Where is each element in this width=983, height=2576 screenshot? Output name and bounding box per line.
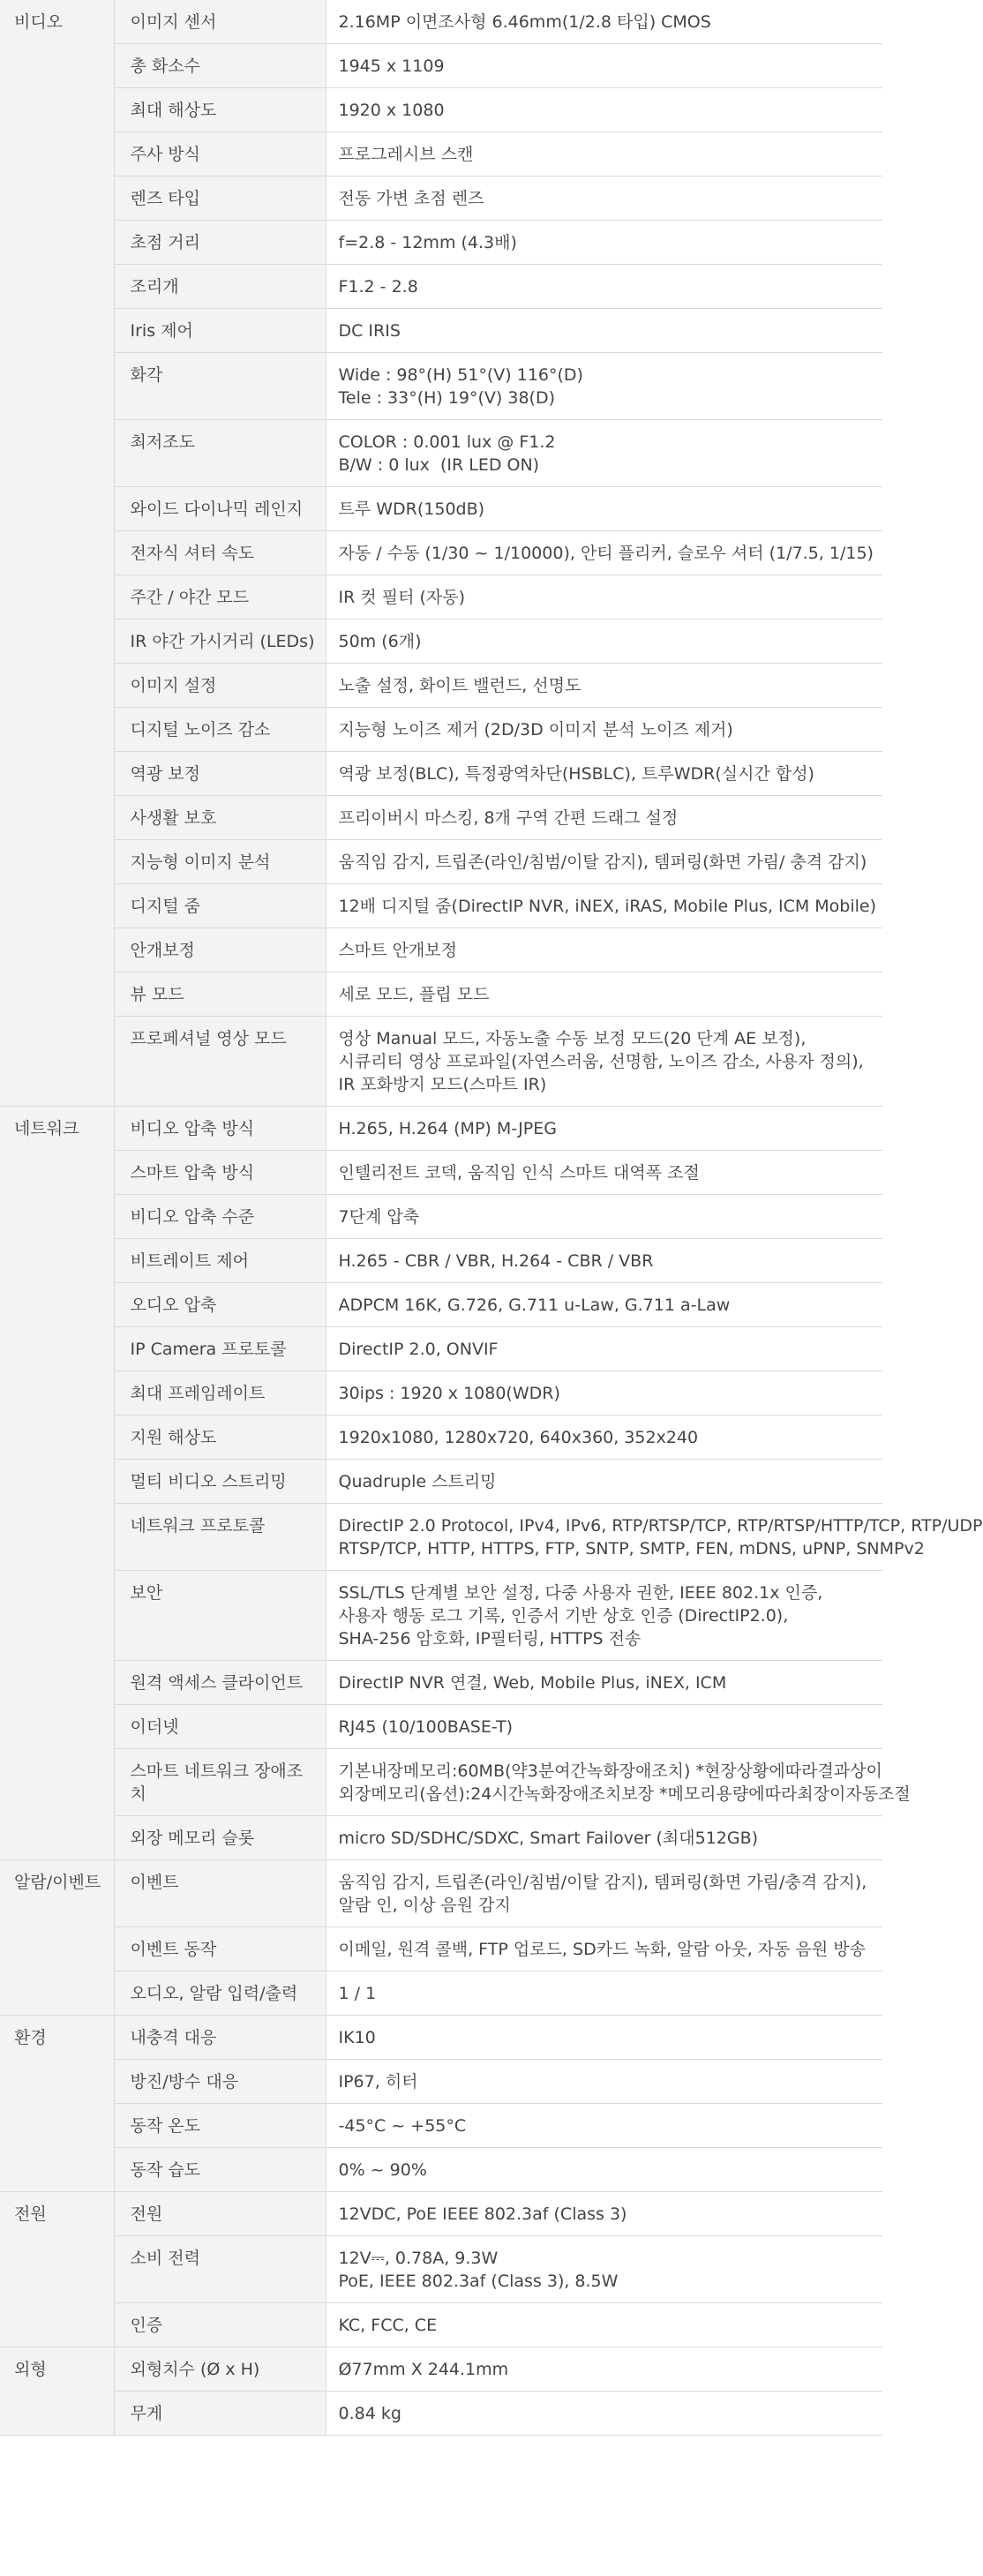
spec-label: 비디오 압축 수준 bbox=[114, 1195, 326, 1239]
spec-row bbox=[0, 487, 882, 531]
spec-label: 외장 메모리 슬롯 bbox=[114, 1816, 326, 1860]
spec-row bbox=[0, 309, 882, 353]
spec-value: 프리이버시 마스킹, 8개 구역 간편 드래그 설정 bbox=[326, 796, 882, 840]
spec-row bbox=[0, 1107, 882, 1151]
spec-row bbox=[0, 1283, 882, 1327]
spec-label: IR 야간 가시거리 (LEDs) bbox=[114, 620, 326, 664]
spec-value: DirectIP 2.0 Protocol, IPv4, IPv6, RTP/RTSP/TCP, RTP/RTSP/HTTP/TCP, RTP/UDP RTSP/TCP, HTTP, HTTPS, FTP, SNTP, SMTP, FEN, mDNS, uPNP, SNMPv2 bbox=[326, 1504, 882, 1571]
spec-value: -45°C ~ +55°C bbox=[326, 2104, 882, 2148]
category-cell: 알람/이벤트 bbox=[0, 1860, 114, 2016]
spec-value: IR 컷 필터 (자동) bbox=[326, 575, 882, 620]
spec-label: 멀티 비디오 스트리밍 bbox=[114, 1460, 326, 1504]
spec-label: 주사 방식 bbox=[114, 132, 326, 176]
spec-row bbox=[0, 796, 882, 840]
spec-row bbox=[0, 0, 882, 44]
spec-value: ADPCM 16K, G.726, G.711 u-Law, G.711 a-Law bbox=[326, 1283, 882, 1327]
spec-row bbox=[0, 752, 882, 796]
spec-row bbox=[0, 2148, 882, 2192]
spec-value: 자동 / 수동 (1/30 ~ 1/10000), 안티 플리커, 슬로우 셔터 (1/7.5, 1/15) bbox=[326, 531, 882, 575]
spec-value: H.265, H.264 (MP) M-JPEG bbox=[326, 1107, 882, 1151]
spec-value: 30ips : 1920 x 1080(WDR) bbox=[326, 1371, 882, 1416]
spec-label: 역광 보정 bbox=[114, 752, 326, 796]
spec-label: 이미지 센서 bbox=[114, 0, 326, 44]
spec-row bbox=[0, 1504, 882, 1571]
spec-label: 동작 온도 bbox=[114, 2104, 326, 2148]
spec-value: 움직임 감지, 트립존(라인/침범/이탈 감지), 템퍼링(화면 가림/ 충격 감지) bbox=[326, 840, 882, 884]
spec-row bbox=[0, 973, 882, 1017]
spec-label: 와이드 다이나믹 레인지 bbox=[114, 487, 326, 531]
spec-row bbox=[0, 1860, 882, 1927]
spec-row bbox=[0, 1705, 882, 1749]
spec-row bbox=[0, 664, 882, 708]
spec-label: 뷰 모드 bbox=[114, 973, 326, 1017]
category-cell: 환경 bbox=[0, 2016, 114, 2192]
spec-row bbox=[0, 44, 882, 88]
spec-row bbox=[0, 1151, 882, 1195]
spec-label: 이벤트 동작 bbox=[114, 1927, 326, 1971]
spec-label: 방진/방수 대응 bbox=[114, 2060, 326, 2104]
spec-value: 프로그레시브 스캔 bbox=[326, 132, 882, 176]
spec-label: 주간 / 야간 모드 bbox=[114, 575, 326, 620]
category-cell: 비디오 bbox=[0, 0, 114, 1107]
spec-label: 최대 프레임레이트 bbox=[114, 1371, 326, 1416]
spec-label: 이더넷 bbox=[114, 1705, 326, 1749]
spec-label: 화각 bbox=[114, 353, 326, 420]
spec-label: 초점 거리 bbox=[114, 221, 326, 265]
spec-label: 사생활 보호 bbox=[114, 796, 326, 840]
spec-value: KC, FCC, CE bbox=[326, 2303, 882, 2347]
spec-label: IP Camera 프로토콜 bbox=[114, 1327, 326, 1371]
spec-value: F1.2 - 2.8 bbox=[326, 265, 882, 309]
category-cell: 전원 bbox=[0, 2192, 114, 2347]
spec-label: 총 화소수 bbox=[114, 44, 326, 88]
spec-label: 지능형 이미지 분석 bbox=[114, 840, 326, 884]
spec-value: 인텔리전트 코덱, 움직임 인식 스마트 대역폭 조절 bbox=[326, 1151, 882, 1195]
spec-row bbox=[0, 420, 882, 487]
spec-row bbox=[0, 1239, 882, 1283]
spec-value: 노출 설정, 화이트 밸런드, 선명도 bbox=[326, 664, 882, 708]
spec-value: 7단계 압축 bbox=[326, 1195, 882, 1239]
spec-value: 12V⎓, 0.78A, 9.3W PoE, IEEE 802.3af (Class 3), 8.5W bbox=[326, 2236, 882, 2303]
spec-value: f=2.8 - 12mm (4.3배) bbox=[326, 221, 882, 265]
spec-value: 2.16MP 이면조사형 6.46mm(1/2.8 타입) CMOS bbox=[326, 0, 882, 44]
spec-value: 스마트 안개보정 bbox=[326, 928, 882, 973]
spec-label: 전원 bbox=[114, 2192, 326, 2236]
spec-label: 지원 해상도 bbox=[114, 1416, 326, 1460]
spec-row bbox=[0, 221, 882, 265]
spec-row bbox=[0, 1571, 882, 1661]
spec-value: IP67, 히터 bbox=[326, 2060, 882, 2104]
spec-value: Quadruple 스트리밍 bbox=[326, 1460, 882, 1504]
spec-row bbox=[0, 2347, 882, 2392]
spec-value: 1920x1080, 1280x720, 640x360, 352x240 bbox=[326, 1416, 882, 1460]
spec-label: 동작 습도 bbox=[114, 2148, 326, 2192]
spec-value: micro SD/SDHC/SDXC, Smart Failover (최대512GB) bbox=[326, 1816, 882, 1860]
spec-row bbox=[0, 2236, 882, 2303]
spec-value: COLOR : 0.001 lux @ F1.2 B/W : 0 lux (IR LED ON) bbox=[326, 420, 882, 487]
spec-label: 렌즈 타입 bbox=[114, 176, 326, 221]
spec-value: DirectIP NVR 연결, Web, Mobile Plus, iNEX, ICM bbox=[326, 1661, 882, 1705]
spec-row bbox=[0, 2303, 882, 2347]
spec-row bbox=[0, 1749, 882, 1816]
spec-value: RJ45 (10/100BASE-T) bbox=[326, 1705, 882, 1749]
spec-value: 지능형 노이즈 제거 (2D/3D 이미지 분석 노이즈 제거) bbox=[326, 708, 882, 752]
spec-value: 영상 Manual 모드, 자동노출 수동 보정 모드(20 단계 AE 보정), 시큐리티 영상 프로파일(자연스러움, 선명함, 노이즈 감소, 사용자 정의), IR 포화방지 모드(스마트 IR) bbox=[326, 1017, 882, 1107]
spec-value: 0.84 kg bbox=[326, 2392, 882, 2436]
spec-value: 1920 x 1080 bbox=[326, 88, 882, 132]
spec-label: 조리개 bbox=[114, 265, 326, 309]
spec-label: 프로페셔널 영상 모드 bbox=[114, 1017, 326, 1107]
spec-label: 스마트 네트워크 장애조치 bbox=[114, 1749, 326, 1816]
spec-label: 소비 전력 bbox=[114, 2236, 326, 2303]
spec-value: 1945 x 1109 bbox=[326, 44, 882, 88]
spec-label: 비트레이트 제어 bbox=[114, 1239, 326, 1283]
spec-value: 기본내장메모리:60MB(약3분여간녹화장애조치) *현장상황에따라결과상이 외장메모리(옵션):24시간녹화장애조치보장 *메모리용량에따라최장이자동조절 bbox=[326, 1749, 882, 1816]
spec-label: 오디오, 알람 입력/출력 bbox=[114, 1971, 326, 2016]
category-cell: 외형 bbox=[0, 2347, 114, 2436]
spec-row bbox=[0, 132, 882, 176]
spec-label: 인증 bbox=[114, 2303, 326, 2347]
spec-value: 12배 디지털 줌(DirectIP NVR, iNEX, iRAS, Mobile Plus, ICM Mobile) bbox=[326, 884, 882, 928]
spec-row bbox=[0, 1971, 882, 2016]
spec-value: IK10 bbox=[326, 2016, 882, 2060]
spec-label: 무게 bbox=[114, 2392, 326, 2436]
spec-label: 스마트 압축 방식 bbox=[114, 1151, 326, 1195]
spec-label: 최저조도 bbox=[114, 420, 326, 487]
spec-row bbox=[0, 1327, 882, 1371]
spec-row bbox=[0, 1661, 882, 1705]
spec-label: 이벤트 bbox=[114, 1860, 326, 1927]
spec-row bbox=[0, 176, 882, 221]
spec-row bbox=[0, 884, 882, 928]
spec-value: DirectIP 2.0, ONVIF bbox=[326, 1327, 882, 1371]
spec-value: H.265 - CBR / VBR, H.264 - CBR / VBR bbox=[326, 1239, 882, 1283]
category-cell: 네트워크 bbox=[0, 1107, 114, 1860]
spec-value: 세로 모드, 플립 모드 bbox=[326, 973, 882, 1017]
spec-label: 안개보정 bbox=[114, 928, 326, 973]
spec-row bbox=[0, 265, 882, 309]
spec-row bbox=[0, 88, 882, 132]
spec-label: 오디오 압축 bbox=[114, 1283, 326, 1327]
spec-row bbox=[0, 840, 882, 884]
spec-row bbox=[0, 1195, 882, 1239]
spec-value: SSL/TLS 단계별 보안 설정, 다중 사용자 권한, IEEE 802.1x 인증, 사용자 행동 로그 기록, 인증서 기반 상호 인증 (DirectIP2.0), SHA-256 암호화, IP필터링, HTTPS 전송 bbox=[326, 1571, 882, 1661]
spec-row bbox=[0, 928, 882, 973]
spec-label: 디지털 노이즈 감소 bbox=[114, 708, 326, 752]
spec-row bbox=[0, 531, 882, 575]
spec-value: 12VDC, PoE IEEE 802.3af (Class 3) bbox=[326, 2192, 882, 2236]
spec-row bbox=[0, 575, 882, 620]
spec-value: 이메일, 원격 콜백, FTP 업로드, SD카드 녹화, 알람 아웃, 자동 음원 방송 bbox=[326, 1927, 882, 1971]
spec-label: 이미지 설정 bbox=[114, 664, 326, 708]
spec-row bbox=[0, 2060, 882, 2104]
spec-label: 보안 bbox=[114, 1571, 326, 1661]
spec-row bbox=[0, 2192, 882, 2236]
spec-row bbox=[0, 1816, 882, 1860]
spec-row bbox=[0, 2104, 882, 2148]
spec-label: 원격 액세스 클라이언트 bbox=[114, 1661, 326, 1705]
spec-label: 전자식 셔터 속도 bbox=[114, 531, 326, 575]
spec-value: 움직임 감지, 트립존(라인/침범/이탈 감지), 템퍼링(화면 가림/충격 감지), 알람 인, 이상 음원 감지 bbox=[326, 1860, 882, 1927]
spec-value: 0% ~ 90% bbox=[326, 2148, 882, 2192]
spec-value: 전동 가변 초점 렌즈 bbox=[326, 176, 882, 221]
spec-value: 역광 보정(BLC), 특정광역차단(HSBLC), 트루WDR(실시간 합성) bbox=[326, 752, 882, 796]
spec-label: 디지털 줌 bbox=[114, 884, 326, 928]
spec-row bbox=[0, 1017, 882, 1107]
spec-value: 50m (6개) bbox=[326, 620, 882, 664]
spec-row bbox=[0, 2392, 882, 2436]
spec-row bbox=[0, 620, 882, 664]
spec-row bbox=[0, 708, 882, 752]
spec-row bbox=[0, 1460, 882, 1504]
spec-label: Iris 제어 bbox=[114, 309, 326, 353]
spec-label: 최대 해상도 bbox=[114, 88, 326, 132]
spec-value: 트루 WDR(150dB) bbox=[326, 487, 882, 531]
spec-row bbox=[0, 1927, 882, 1971]
spec-label: 네트워크 프로토콜 bbox=[114, 1504, 326, 1571]
spec-value: DC IRIS bbox=[326, 309, 882, 353]
spec-value: Ø77mm X 244.1mm bbox=[326, 2347, 882, 2392]
spec-row bbox=[0, 353, 882, 420]
spec-label: 내충격 대응 bbox=[114, 2016, 326, 2060]
spec-row bbox=[0, 2016, 882, 2060]
spec-label: 비디오 압축 방식 bbox=[114, 1107, 326, 1151]
spec-row bbox=[0, 1371, 882, 1416]
spec-value: Wide : 98°(H) 51°(V) 116°(D) Tele : 33°(H) 19°(V) 38(D) bbox=[326, 353, 882, 420]
spec-value: 1 / 1 bbox=[326, 1971, 882, 2016]
spec-label: 외형치수 (Ø x H) bbox=[114, 2347, 326, 2392]
spec-row bbox=[0, 1416, 882, 1460]
